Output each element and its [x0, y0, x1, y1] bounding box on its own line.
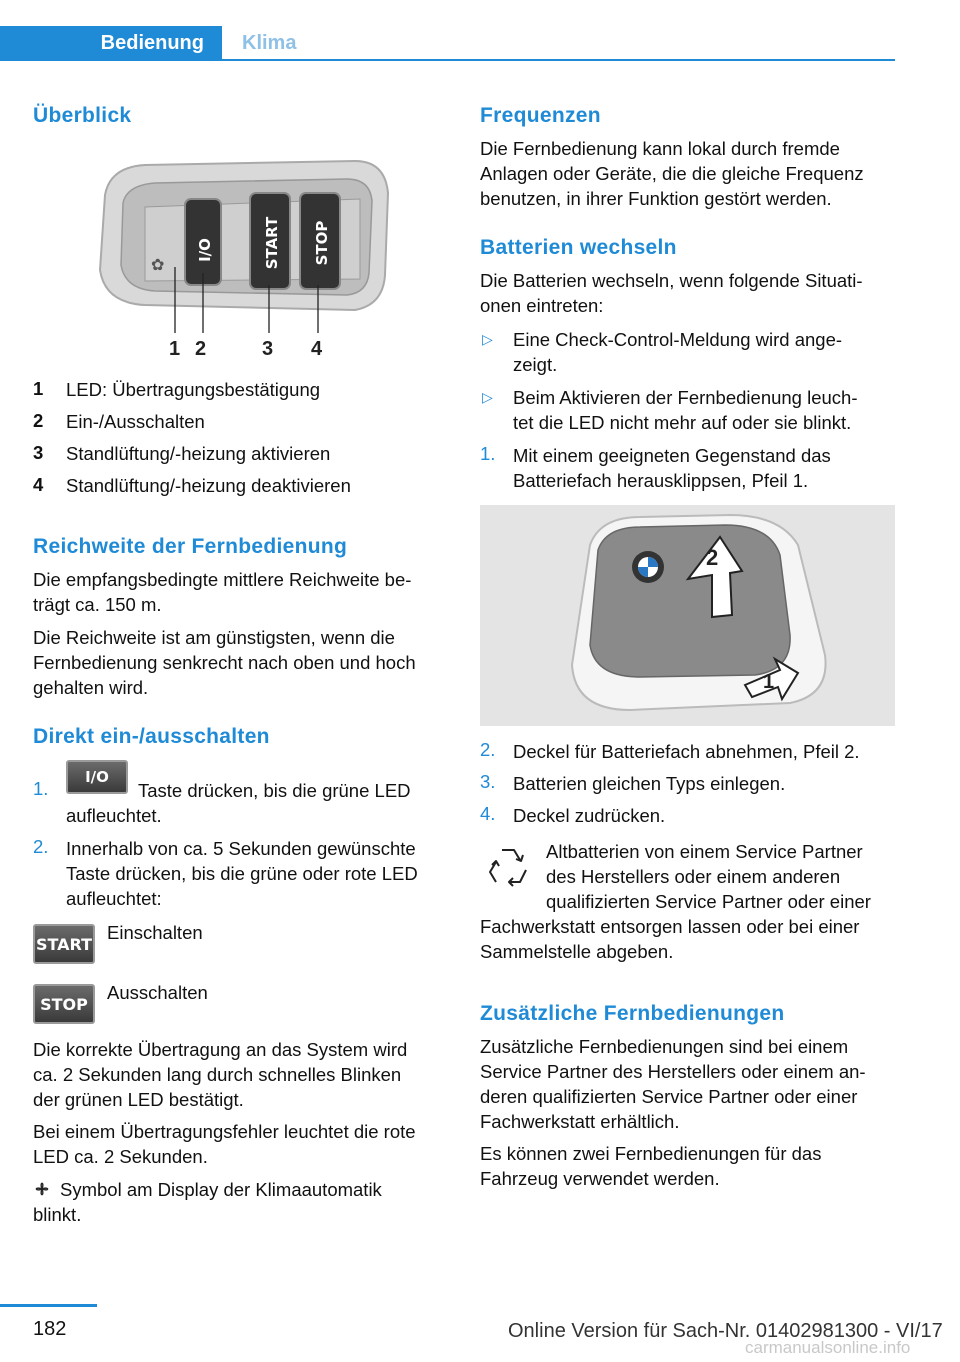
legend-num-2: 2 — [33, 410, 44, 431]
stop-label: Ausschalten — [107, 982, 208, 1003]
stop-button — [300, 193, 340, 289]
extra-line: Fachwerkstatt erhältlich. — [480, 1111, 680, 1132]
step-text: Deckel für Batteriefach abnehmen, Pfeil 2. — [513, 741, 860, 762]
legend-text-4: Standlüftung/-heizung deaktivieren — [66, 475, 351, 496]
range-line: Fernbedienung senkrecht nach oben und hoch — [33, 652, 416, 673]
bullet-text: Eine Check-Control-Meldung wird ange‐ — [513, 329, 843, 350]
step-number: 2. — [33, 836, 49, 857]
arrow-label-1: 1 — [763, 671, 775, 693]
step-number: 2. — [480, 739, 496, 760]
extra-line: Service Partner des Herstellers oder einem an‐ — [480, 1061, 866, 1082]
step1-text: aufleuchtet. — [66, 805, 162, 826]
bullet-text: tet die LED nicht mehr auf oder sie blinkt. — [513, 412, 852, 433]
step1-text: Taste drücken, bis die grüne LED — [138, 780, 411, 801]
legend-num-4: 4 — [33, 474, 44, 495]
step-number: 1. — [33, 778, 49, 799]
freq-line: Die Fernbedienung kann lokal durch fremde — [480, 138, 840, 159]
heading-overview: Überblick — [33, 104, 132, 127]
callout-2: 2 — [195, 338, 207, 360]
legend-text-1: LED: Übertragungsbestätigung — [66, 379, 321, 400]
confirm-line: der grünen LED bestätigt. — [33, 1089, 244, 1110]
extra-line: deren qualifizierten Service Partner oder einer — [480, 1086, 858, 1107]
callout-3: 3 — [262, 338, 274, 360]
bullet-icon: ▷ — [482, 389, 493, 405]
batt-line: Die Batterien wechseln, wenn folgende Situati‐ — [480, 270, 863, 291]
callout-1: 1 — [169, 338, 181, 360]
confirm-line: ca. 2 Sekunden lang durch schnelles Blinken — [33, 1064, 402, 1085]
svg-text:START: START — [263, 216, 281, 270]
step-text: Batteriefach herausklippsen, Pfeil 1. — [513, 470, 809, 491]
freq-line: Anlagen oder Geräte, die die gleiche Frequenz — [480, 163, 864, 184]
watermark: carmanualsonline.info — [745, 1338, 911, 1357]
freq-line: benutzen, in ihrer Funktion gestört werden. — [480, 188, 832, 209]
svg-text:I/O: I/O — [196, 238, 214, 262]
tab-klima[interactable]: Klima — [242, 31, 297, 54]
io-button — [185, 199, 221, 285]
start-label: Einschalten — [107, 922, 203, 943]
legend-text-2: Ein-/Ausschalten — [66, 411, 205, 432]
recycling-line: Fachwerkstatt entsorgen lassen oder bei einer — [480, 916, 860, 937]
step2-text: Innerhalb von ca. 5 Sekunden gewünschte — [66, 838, 416, 859]
arrow-label-2: 2 — [706, 545, 719, 570]
range-line: Die empfangsbedingte mittlere Reichweite be‐ — [33, 569, 412, 590]
confirm-line: Die korrekte Übertragung an das System wird — [33, 1039, 408, 1060]
step2-text: Taste drücken, bis die grüne oder rote LED — [66, 863, 418, 884]
step-text: Mit einem geeigneten Gegenstand das — [513, 445, 831, 466]
error-line: Bei einem Übertragungsfehler leuchtet die rote — [33, 1121, 416, 1142]
recycling-line: Sammelstelle abgeben. — [480, 941, 674, 962]
step-number: 1. — [480, 443, 496, 464]
range-line: trägt ca. 150 m. — [33, 594, 162, 615]
footer-divider — [0, 1304, 97, 1307]
legend-num-3: 3 — [33, 442, 44, 463]
svg-text:STOP: STOP — [313, 220, 331, 266]
legend-text-3: Standlüftung/-heizung aktivieren — [66, 443, 331, 464]
extra-line: Zusätzliche Fernbedienungen sind bei einem — [480, 1036, 849, 1057]
start-button-icon: START — [33, 924, 95, 964]
step-number: 4. — [480, 803, 496, 824]
symbol-line: Symbol am Display der Klimaautomatik — [60, 1179, 382, 1200]
heading-batteries: Batterien wechseln — [480, 236, 677, 259]
error-line: LED ca. 2 Sekunden. — [33, 1146, 208, 1167]
extra-line: Fahrzeug verwendet werden. — [480, 1168, 720, 1189]
battery-figure — [480, 505, 895, 726]
symbol-line: blinkt. — [33, 1204, 82, 1225]
remote-control-figure — [85, 155, 395, 360]
stop-button-icon: STOP — [33, 984, 95, 1024]
recycling-line: des Herstellers oder einem anderen — [546, 866, 841, 887]
header-divider — [0, 59, 895, 61]
range-line: gehalten wird. — [33, 677, 149, 698]
legend-num-1: 1 — [33, 378, 44, 399]
tab-bedienung[interactable]: Bedienung — [0, 26, 222, 60]
start-button — [250, 193, 290, 289]
recycling-line: Altbatterien von einem Service Partner — [546, 841, 863, 862]
recycling-line: qualifizierten Service Partner oder einer — [546, 891, 871, 912]
step-text: Deckel zudrücken. — [513, 805, 666, 826]
bullet-text: zeigt. — [513, 354, 558, 375]
step-text: Batterien gleichen Typs einlegen. — [513, 773, 786, 794]
range-line: Die Reichweite ist am günstigsten, wenn die — [33, 627, 395, 648]
bullet-icon: ▷ — [482, 331, 493, 347]
callout-4: 4 — [311, 338, 323, 360]
heading-direct: Direkt ein-/ausschalten — [33, 725, 270, 748]
recycling-icon — [482, 842, 534, 894]
heading-additional-remotes: Zusätzliche Fernbedienungen — [480, 1002, 785, 1025]
step-number: 3. — [480, 771, 496, 792]
heading-frequencies: Frequenzen — [480, 104, 601, 127]
page-number: 182 — [33, 1318, 67, 1340]
step2-text: aufleuchtet: — [66, 888, 162, 909]
extra-line: Es können zwei Fernbedienungen für das — [480, 1143, 822, 1164]
fan-icon: ✿ — [151, 255, 165, 274]
bullet-text: Beim Aktivieren der Fernbedienung leuch‐ — [513, 387, 858, 408]
batt-line: onen eintreten: — [480, 295, 604, 316]
online-version-text: Online Version für Sach-Nr. 01402981300 - VI/17 — [508, 1320, 943, 1342]
fan-icon — [33, 1180, 51, 1198]
heading-range: Reichweite der Fernbedienung — [33, 535, 348, 558]
io-button-icon: I/O — [66, 760, 128, 794]
